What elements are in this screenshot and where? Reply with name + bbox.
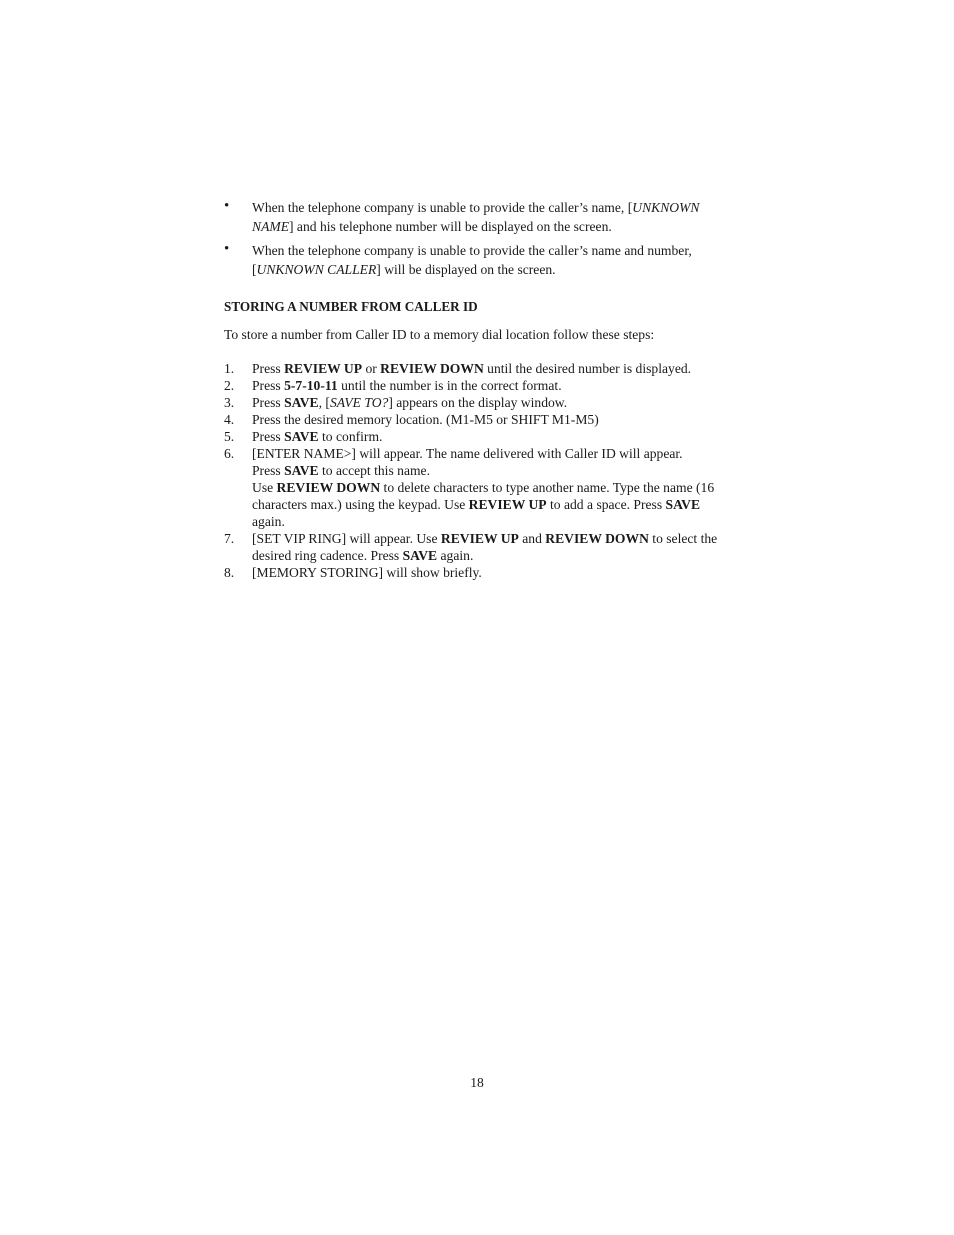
key-label: SAVE: [402, 548, 438, 563]
step-3: [224, 394, 724, 411]
step-line: [252, 462, 724, 479]
key-label: SAVE: [284, 395, 319, 410]
bullet-text: ] and his telephone number will be displayed on the screen.: [289, 219, 612, 234]
page-number: 18: [470, 1075, 484, 1090]
step-8: [224, 564, 724, 581]
step-text: Press the desired memory location. (M1-M5 or SHIFT M1-M5): [252, 412, 599, 427]
key-label: REVIEW DOWN: [380, 361, 484, 376]
step-7: [224, 530, 724, 564]
step-4: [224, 411, 724, 428]
step-text: Press: [252, 429, 285, 444]
step-text: Press: [252, 378, 285, 393]
step-number: 6.: [224, 446, 235, 461]
step-text: or: [362, 361, 381, 376]
step-text: again.: [252, 514, 285, 529]
step-line: [252, 445, 724, 462]
step-text: until the desired number is displayed.: [483, 361, 692, 376]
step-text: to confirm.: [318, 429, 383, 444]
step-text: Press: [252, 463, 285, 478]
section-heading: STORING A NUMBER FROM CALLER ID: [224, 299, 478, 314]
key-label: 5-7-10-11: [284, 378, 338, 393]
key-label: REVIEW DOWN: [276, 480, 381, 495]
step-text: [SET VIP RING] will appear. Use: [252, 531, 441, 546]
step-text: Press: [252, 395, 285, 410]
step-text: , [: [318, 395, 330, 410]
step-text: to accept this name.: [318, 463, 430, 478]
step-6: [224, 445, 724, 530]
bullet-text: ] will be displayed on the screen.: [376, 262, 556, 277]
display-text: SAVE TO?: [329, 395, 389, 410]
key-label: SAVE: [665, 497, 701, 512]
step-text: until the number is in the correct format.: [337, 378, 562, 393]
step-line: [252, 479, 724, 530]
step-number: 1.: [224, 361, 235, 376]
step-text: to delete characters to type another name. Type the name (16 characters max.) using the keypad. Use: [252, 480, 715, 512]
step-text: again.: [437, 548, 474, 563]
step-text: Press: [252, 361, 285, 376]
key-label: REVIEW UP: [284, 361, 363, 376]
bullet-list: [224, 198, 724, 284]
step-text: ] appears on the display window.: [388, 395, 568, 410]
bullet-italic-text: UNKNOWN CALLER: [256, 262, 377, 277]
step-number: 4.: [224, 412, 235, 427]
step-text: [MEMORY STORING] will show briefly.: [252, 565, 482, 580]
bullet-symbol: •: [224, 198, 230, 214]
step-number: 7.: [224, 531, 235, 546]
step-text: and: [518, 531, 546, 546]
step-number: 3.: [224, 395, 235, 410]
key-label: SAVE: [284, 463, 319, 478]
step-1: [224, 360, 724, 377]
step-2: [224, 377, 724, 394]
step-number: 8.: [224, 565, 235, 580]
key-label: REVIEW DOWN: [545, 531, 649, 546]
key-label: REVIEW UP: [440, 531, 519, 546]
step-number: 2.: [224, 378, 235, 393]
intro-paragraph: To store a number from Caller ID to a memory dial location follow these steps:: [224, 327, 655, 342]
step-5: [224, 428, 724, 445]
bullet-italic-text: UNKNOWN NAME: [252, 200, 700, 234]
bullet-text: When the telephone company is unable to provide the caller’s name and number, [: [252, 243, 692, 277]
step-text: to select the desired ring cadence. Press: [252, 531, 718, 563]
key-label: SAVE: [284, 429, 319, 444]
step-text: to add a space. Press: [546, 497, 666, 512]
bullet-item-unknown-name: [224, 198, 724, 236]
bullet-symbol: •: [224, 241, 230, 257]
steps-list: [224, 360, 724, 581]
step-number: 5.: [224, 429, 235, 444]
bullet-item-unknown-caller: [224, 241, 724, 279]
step-text: Use: [252, 480, 277, 495]
key-label: REVIEW UP: [468, 497, 547, 512]
bullet-text: When the telephone company is unable to provide the caller’s name, [: [252, 200, 633, 215]
step-text: [ENTER NAME>] will appear. The name delivered with Caller ID will appear.: [252, 446, 683, 461]
